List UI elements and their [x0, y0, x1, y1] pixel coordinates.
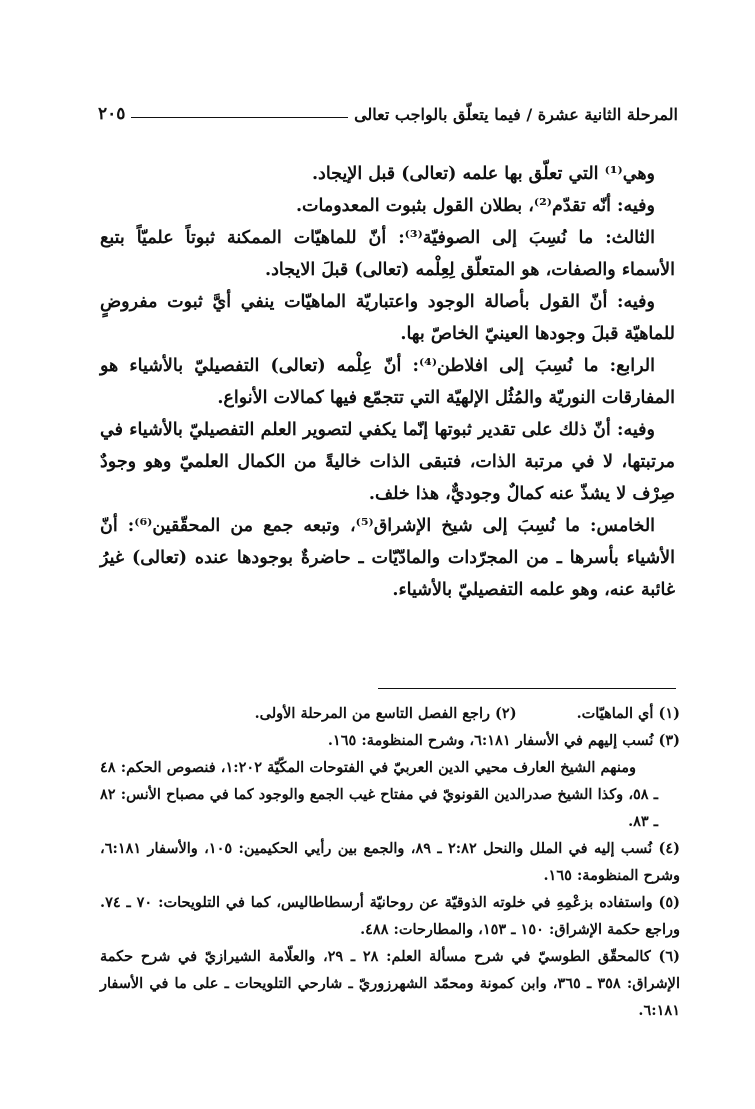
paragraph-lead: الخامس: ما نُسِبَ إلى شيخ الإشراق⁽⁵⁾، — [349, 516, 656, 536]
footnotes — [100, 700, 680, 1024]
paragraph-lead: الرابع: ما نُسِبَ إلى افلاطن⁽⁴⁾: — [412, 356, 656, 376]
footnote-1: (١) أي الماهيّات. — [576, 705, 680, 722]
footnote-2: (٢) راجع الفصل التاسع من المرحلة الأولى. — [254, 705, 517, 722]
paragraph-text: وتبعه جمع من المحقّقين⁽⁶⁾: أنّ الأشياء بأسرها ـ من المجرّدات والمادّيّات ـ حاضرةٌ بوجودها عنده (تعالى) غيرُ غائبة عنه، وهو علمه التفصيليّ بالأشياء. — [100, 516, 675, 600]
running-header — [98, 104, 678, 124]
paragraph-fourth-view — [100, 350, 675, 414]
footnote-3-continued: ومنهم الشيخ العارف محيي الدين العربيّ في الفتوحات المكّيّة ١:٢٠٢، فنصوص الحكم: ٤٨ ـ ٥٨، وكذا الشيخ صدرالدين القونويّ في مفتاح غيب الجمع والوجود كما في مصباح الأنس: ٨٢ ـ ٨٣. — [100, 759, 659, 830]
footnote-3: (٣) نُسب إليهم في الأسفار ٦:١٨١، وشرح المنظومة: ١٦٥. — [327, 732, 680, 749]
footnote-6: (٦) كالمحقّق الطوسيّ في شرح مسألة العلم: ٢٨ ـ ٢٩، والعلّامة الشيرازيّ في شرح حكمة الإشراق: ٣٥٨ ـ ٣٦٥، وابن كمونة ومحمّد الشهرزوريّ ـ شارحي التلويحات ـ على ما في الأسفار ٦:١٨١. — [100, 948, 680, 1019]
footnote-row — [100, 700, 680, 727]
paragraph-text: أنّ للماهيّات الممكنة ثبوتاً علميّاً بتبع الأسماء والصفات، هو المتعلّق لِعِلْمه (تعالى) قبلَ الايجاد. — [100, 228, 675, 280]
page-number: ٢٠٥ — [98, 104, 126, 124]
paragraph: وفيه: أنّ القول بأصالة الوجود واعتباريّة الماهيّات ينفي أيَّ ثبوت مفروضٍ للماهيّة قبلَ وجودها العينيّ الخاصّ بها. — [100, 292, 675, 344]
paragraph-fifth-view — [100, 510, 675, 606]
main-text — [100, 158, 675, 606]
paragraph-text: أنّ عِلْمه (تعالى) التفصيليّ بالأشياء هو المفارقات النوريّة والمُثُل الإلهيّة التي تتجمّع فيها كمالات الأنواع. — [100, 356, 675, 408]
paragraph: وهي⁽¹⁾ التي تعلّق بها علمه (تعالى) قبل الإيجاد. — [311, 164, 655, 184]
paragraph: وفيه: أنّ ذلك على تقدير ثبوتها إنّما يكفي لتصوير العلم التفصيليّ بالأشياء في مرتبتها، لا في مرتبة الذات، فتبقى الذات خاليةً من الكمال العلميّ وهو وجودٌ صِرْف لا يشذّ عنه كمالٌ وجوديٌّ، هذا خلف. — [100, 420, 675, 504]
running-title: المرحلة الثانية عشرة / فيما يتعلّق بالواجب تعالى — [354, 104, 678, 124]
footnote-separator — [378, 688, 676, 689]
footnote-4: (٤) نُسب إليه في الملل والنحل ٢:٨٢ ـ ٨٩، والجمع بين رأيي الحكيمين: ١٠٥، والأسفار ٦:١٨١، وشرح المنظومة: ١٦٥. — [100, 840, 680, 884]
paragraph-lead: الثالث: ما نُسِبَ إلى الصوفيّة⁽³⁾: — [398, 228, 655, 248]
footnote-5: (٥) واستفاده بزعْمِهِ في خلوته الذوقيّة عن روحانيّة أرسطاطاليس، كما في التلويحات: ٧٠ ـ ٧٤. وراجع حكمة الإشراق: ١٥٠ ـ ١٥٣، والمطارحات: ٤٨٨. — [100, 894, 680, 938]
header-rule — [131, 117, 348, 118]
paragraph: وفيه: أنّه تقدّم⁽²⁾، بطلان القول بثبوت المعدومات. — [295, 196, 655, 216]
paragraph-third-view — [100, 222, 675, 286]
